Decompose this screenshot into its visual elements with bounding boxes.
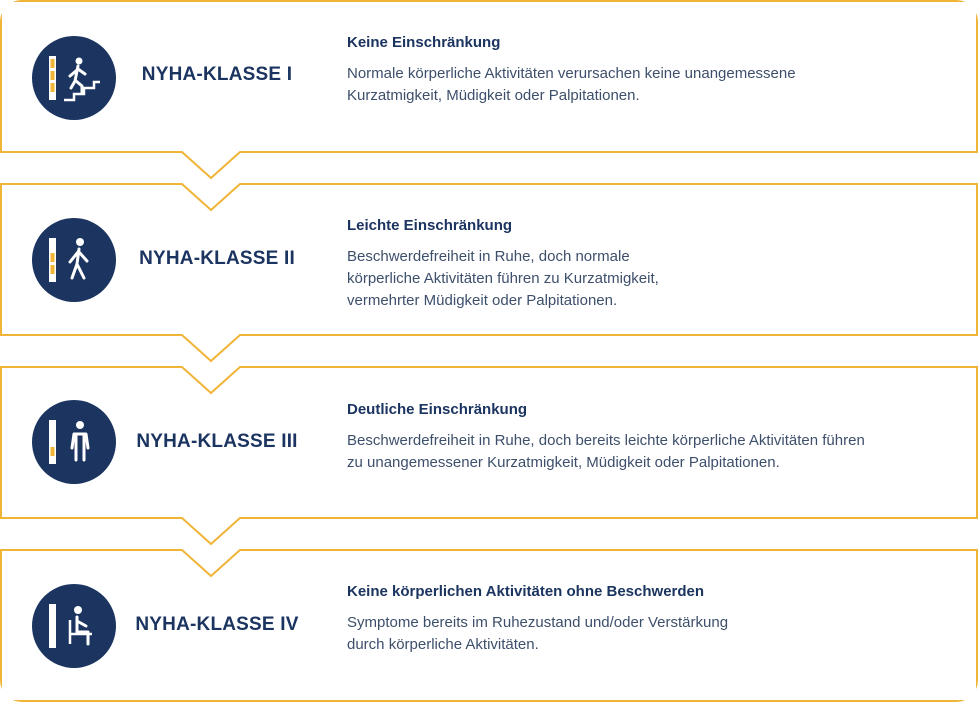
standing-person-icon (32, 400, 116, 484)
description-line: vermehrter Müdigkeit oder Palpitationen. (347, 292, 618, 309)
class-description (347, 612, 957, 656)
description-line: Beschwerdefreiheit in Ruhe, doch normale (347, 248, 630, 265)
class-title: Keine Einschränkung (347, 34, 501, 51)
class-content (347, 34, 957, 107)
stairs-climbing-icon (32, 36, 116, 120)
seated-person-icon (32, 584, 116, 668)
class-description (347, 246, 957, 312)
class-label: NYHA-KLASSE II (139, 248, 295, 269)
class-description (347, 430, 957, 474)
class-title: Keine körperlichen Aktivitäten ohne Beschwerden (347, 583, 705, 600)
class-title: Leichte Einschränkung (347, 217, 513, 234)
class-label: NYHA-KLASSE III (136, 431, 298, 452)
description-line: zu unangemessener Kurzatmigkeit, Müdigkeit oder Palpitationen. (347, 454, 780, 471)
class-content (347, 217, 957, 312)
description-line: körperliche Aktivitäten führen zu Kurzatmigkeit, (347, 270, 659, 287)
description-line: Symptome bereits im Ruhezustand und/oder Verstärkung (347, 614, 729, 631)
class-content (347, 583, 957, 656)
description-line: durch körperliche Aktivitäten. (347, 636, 539, 653)
class-description (347, 63, 957, 107)
description-line: Normale körperliche Aktivitäten verursachen keine unangemessene (347, 65, 796, 82)
class-label: NYHA-KLASSE IV (135, 614, 299, 635)
class-label: NYHA-KLASSE I (141, 64, 293, 85)
walking-person-icon (32, 218, 116, 302)
class-title: Deutliche Einschränkung (347, 401, 528, 418)
description-line: Kurzatmigkeit, Müdigkeit oder Palpitationen. (347, 87, 640, 104)
description-line: Beschwerdefreiheit in Ruhe, doch bereits leichte körperliche Aktivitäten führen (347, 432, 865, 449)
class-content (347, 401, 957, 474)
